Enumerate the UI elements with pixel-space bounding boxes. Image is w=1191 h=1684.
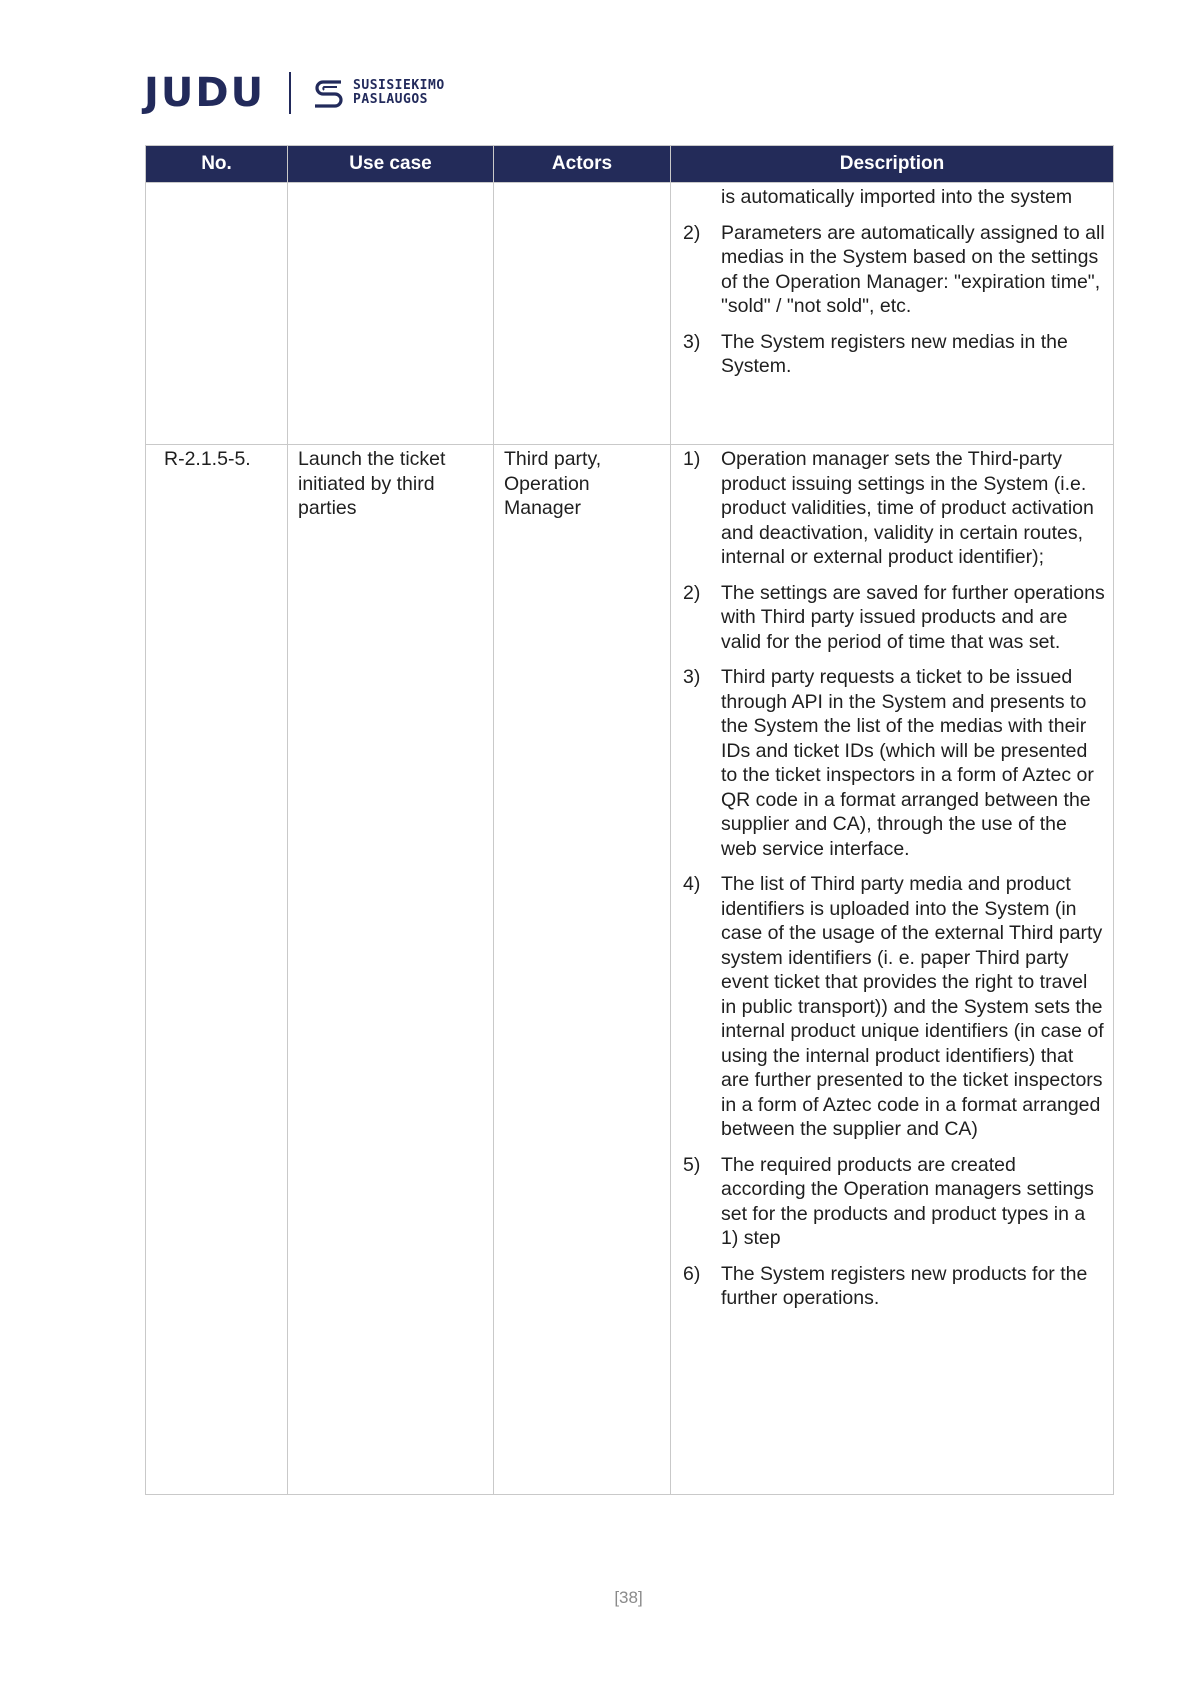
list-item-text: Third party requests a ticket to be issued through API in the System and presents to the System the list of the medias with their IDs and ticket IDs (which will be presented to the ticket inspectors in a form of Aztec or QR code in a format arranged between the supplier and CA), through the use of the web service interface.: [721, 666, 1094, 860]
list-item-text: The System registers new products for the further operations.: [721, 1262, 1088, 1309]
list-item: [671, 1153, 1113, 1251]
list-item-number: 3): [683, 666, 701, 688]
table-row: [146, 183, 1114, 445]
row2-use-case-cell: Launch the ticket initiated by third parties: [288, 445, 494, 1495]
row1-no-cell: [146, 183, 288, 445]
list-item-text: Operation manager sets the Third-party product issuing settings in the System (i.e. product validities, time of product activation and deactivation, validity in certain routes, internal or external product identifier);: [721, 448, 1094, 568]
list-item: [671, 330, 1113, 379]
row2-actors-cell: Third party, Operation Manager: [494, 445, 671, 1495]
susisiekimo-logo-text: [353, 79, 445, 107]
susisiekimo-logo-icon: [311, 76, 347, 110]
logo-divider: [289, 72, 291, 114]
row1-actors-cell: [494, 183, 671, 445]
list-item: [671, 447, 1113, 570]
list-item-text: The System registers new medias in the System.: [721, 330, 1068, 377]
list-item-number: 2): [683, 581, 701, 604]
list-item: [671, 581, 1113, 655]
table-row: [146, 445, 1114, 1495]
list-item-number: 4): [683, 873, 701, 895]
header-no: No.: [146, 146, 288, 183]
list-item-number: 6): [683, 1262, 701, 1285]
header-use-case: Use case: [288, 146, 494, 183]
list-item: [671, 221, 1113, 319]
list-item-number: 1): [683, 448, 701, 470]
judu-logo-text: JUDU: [144, 70, 266, 116]
row1-description-cell: [671, 183, 1114, 445]
list-item-number: 5): [683, 1153, 701, 1176]
logo-sub-line2: PASLAUGOS: [353, 92, 428, 107]
list-item-text: Parameters are automatically assigned to all medias in the System based on the settings of the Operation Manager: "expiration time", "sold" / "not sold", etc.: [721, 221, 1105, 317]
row1-continuation-text: is automatically imported into the system: [721, 186, 1073, 208]
list-item-number: 2): [683, 221, 701, 244]
list-item-number: 3): [683, 330, 701, 353]
header-actors: Actors: [494, 146, 671, 183]
page-number: [38]: [614, 1588, 643, 1607]
list-item: [671, 1262, 1113, 1311]
row2-description-cell: [671, 445, 1114, 1495]
list-item: [671, 665, 1113, 861]
list-item-text: The required products are created according the Operation managers settings set for the products and product types in a 1) step: [721, 1153, 1094, 1249]
logo-sub-line1: SUSISIEKIMO: [353, 78, 445, 93]
table-header-row: [146, 146, 1114, 183]
row1-use-case-cell: [288, 183, 494, 445]
list-item-text: The settings are saved for further operations with Third party issued products and are valid for the period of time that was set.: [721, 581, 1105, 653]
row2-no-cell: R-2.1.5-5.: [146, 445, 288, 1495]
header-description: Description: [671, 146, 1114, 183]
list-item-text: The list of Third party media and product identifiers is uploaded into the System (in case of the usage of the external Third party system identifiers (i. e. paper Third party event ticket that provides the right to travel in public transport)) and the System sets the internal product unique identifiers (in case of using the internal product identifiers) that are further presented to the ticket inspectors in a form of Aztec code in a format arranged between the supplier and CA): [721, 873, 1104, 1140]
header-logo: [144, 70, 445, 116]
list-item: [671, 872, 1113, 1142]
use-case-table: [145, 145, 1114, 1495]
